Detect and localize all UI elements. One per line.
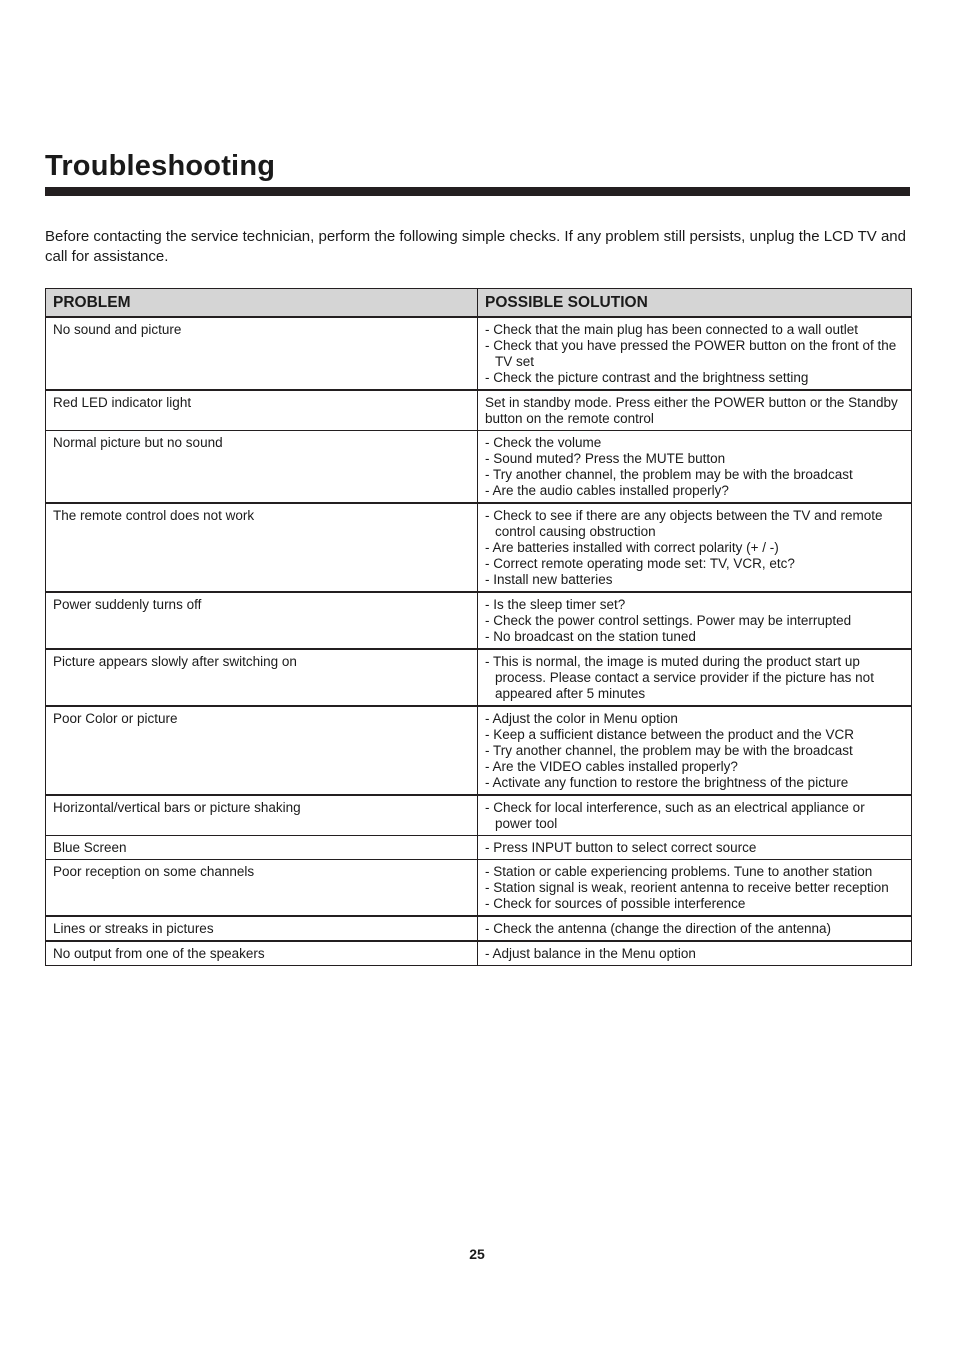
table-row	[46, 317, 912, 390]
solution-item: - Install new batteries	[485, 572, 613, 587]
problem-cell: Blue Screen	[46, 836, 478, 860]
header-possible-solution: POSSIBLE SOLUTION	[478, 289, 912, 318]
solution-cell	[478, 836, 912, 860]
solution-cell	[478, 860, 912, 917]
table-row	[46, 860, 912, 917]
problem-cell: Power suddenly turns off	[46, 592, 478, 649]
solution-item: - Sound muted? Press the MUTE button	[485, 451, 726, 466]
solution-cell	[478, 916, 912, 941]
page-title: Troubleshooting	[45, 150, 276, 182]
table-row	[46, 431, 912, 504]
solution-cell	[478, 390, 912, 431]
table-row	[46, 503, 912, 592]
solution-cell	[478, 649, 912, 706]
solution-item: - Are the audio cables installed properly?	[485, 483, 729, 498]
solution-item: - Check the picture contrast and the brightness setting	[485, 370, 809, 385]
troubleshooting-table	[45, 288, 912, 966]
solution-cell	[478, 592, 912, 649]
solution-item: - Adjust the color in Menu option	[485, 711, 678, 726]
table-body	[46, 317, 912, 966]
table-row	[46, 836, 912, 860]
solution-item: - Try another channel, the problem may be with the broadcast	[485, 467, 853, 482]
solution-cell	[478, 706, 912, 795]
header-problem: PROBLEM	[46, 289, 478, 318]
table-row	[46, 592, 912, 649]
solution-item: - Check the power control settings. Power may be interrupted	[485, 613, 852, 628]
solution-item: - Check that you have pressed the POWER button on the front of the TV set	[485, 338, 897, 369]
problem-cell: No output from one of the speakers	[46, 941, 478, 966]
solution-item: - Keep a sufficient distance between the product and the VCR	[485, 727, 854, 742]
solution-cell	[478, 795, 912, 836]
problem-cell: Picture appears slowly after switching on	[46, 649, 478, 706]
problem-cell: Lines or streaks in pictures	[46, 916, 478, 941]
table-row	[46, 916, 912, 941]
solution-item: - Activate any function to restore the brightness of the picture	[485, 775, 849, 790]
solution-item: - Is the sleep timer set?	[485, 597, 626, 612]
table-row	[46, 390, 912, 431]
solution-item: - Check that the main plug has been connected to a wall outlet	[485, 322, 858, 337]
solution-item: - Check for local interference, such as an electrical appliance or power tool	[485, 800, 865, 831]
solution-item: - Are the VIDEO cables installed properly?	[485, 759, 738, 774]
solution-item: - Correct remote operating mode set: TV, VCR, etc?	[485, 556, 795, 571]
solution-cell	[478, 941, 912, 966]
solution-item: - Check the volume	[485, 435, 602, 450]
intro-paragraph: Before contacting the service technician, perform the following simple checks. If any problem still persists, unplug the LCD TV and call for assistance.	[45, 228, 906, 265]
solution-item: - No broadcast on the station tuned	[485, 629, 696, 644]
problem-cell: Poor Color or picture	[46, 706, 478, 795]
troubleshooting-table-wrapper	[45, 288, 911, 966]
problem-cell: Poor reception on some channels	[46, 860, 478, 917]
solution-cell	[478, 431, 912, 504]
solution-item: - Try another channel, the problem may be with the broadcast	[485, 743, 853, 758]
table-row	[46, 706, 912, 795]
problem-cell: The remote control does not work	[46, 503, 478, 592]
solution-item: - Station signal is weak, reorient antenna to receive better reception	[485, 880, 889, 895]
solution-item: - Check for sources of possible interference	[485, 896, 746, 911]
solution-item: - Check to see if there are any objects between the TV and remote control causing obstruction	[485, 508, 883, 539]
problem-cell: No sound and picture	[46, 317, 478, 390]
problem-cell: Normal picture but no sound	[46, 431, 478, 504]
page-number: 25	[469, 1246, 485, 1262]
solution-item: - Check the antenna (change the direction of the antenna)	[485, 921, 831, 936]
table-row	[46, 795, 912, 836]
table-header-row	[46, 289, 912, 318]
table-row	[46, 649, 912, 706]
solution-item: - Press INPUT button to select correct source	[485, 840, 757, 855]
solution-cell	[478, 317, 912, 390]
table-row	[46, 941, 912, 966]
solution-item: Set in standby mode. Press either the POWER button or the Standby button on the remote control	[485, 395, 898, 426]
solution-item: - Station or cable experiencing problems. Tune to another station	[485, 864, 873, 879]
solution-item: - This is normal, the image is muted during the product start up process. Please contact a service provider if the picture has not appeared after 5 minutes	[485, 654, 874, 701]
solution-item: - Are batteries installed with correct polarity (+ / -)	[485, 540, 779, 555]
solution-item: - Adjust balance in the Menu option	[485, 946, 696, 961]
problem-cell: Horizontal/vertical bars or picture shaking	[46, 795, 478, 836]
problem-cell: Red LED indicator light	[46, 390, 478, 431]
title-rule	[45, 187, 910, 196]
solution-cell	[478, 503, 912, 592]
